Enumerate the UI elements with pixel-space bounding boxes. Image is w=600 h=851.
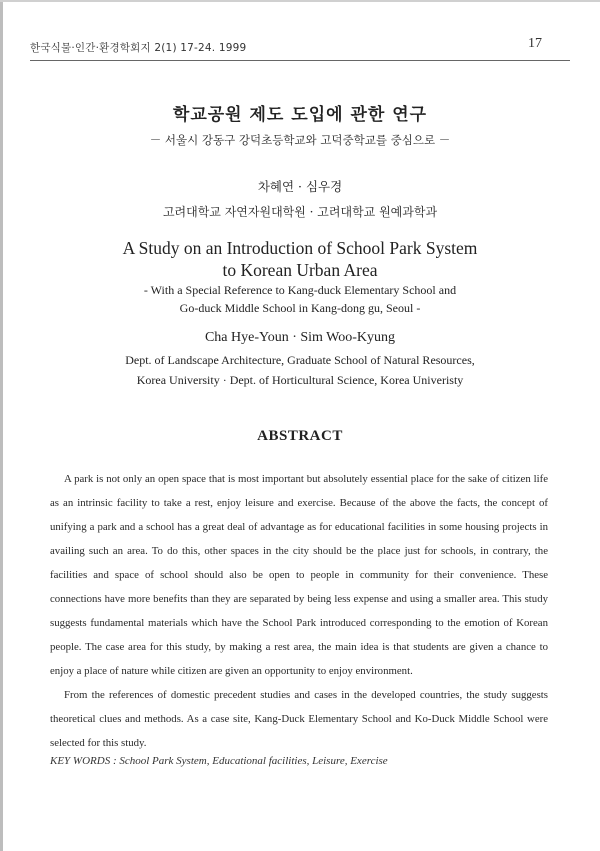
english-title [0, 237, 600, 281]
scan-edge-top [0, 0, 600, 2]
english-subtitle [0, 281, 600, 317]
abstract-paragraph-2: From the references of domestic precedent studies and cases in the developed countries, the study suggests theoretical clues and methods. As a case site, Kang-Duck Elementary School and Ko-Duck Middle School were selected for this study. [50, 689, 548, 749]
korean-subtitle: － 서울시 강동구 강덕초등학교와 고덕중학교를 중심으로 － [149, 133, 451, 147]
english-affiliation-line1: Dept. of Landscape Architecture, Graduate School of Natural Resources, [125, 353, 475, 367]
running-head: 한국식물·인간·환경학회지 2(1) 17-24. 1999 [30, 42, 247, 54]
english-subtitle-line1: - With a Special Reference to Kang-duck Elementary School and [143, 283, 457, 297]
english-affiliation [0, 350, 600, 390]
english-affiliation-line2: Korea University · Dept. of Horticultural Science, Korea Univeristy [136, 373, 464, 387]
page-number: 17 [528, 36, 542, 51]
key-words: KEY WORDS : School Park System, Educational facilities, Leisure, Exercise [50, 755, 388, 767]
korean-title: 학교공원 제도 도입에 관한 연구 [172, 105, 428, 125]
korean-affiliation: 고려대학교 자연자원대학원 · 고려대학교 원예과학과 [162, 205, 438, 219]
korean-authors: 차혜연 · 심우경 [257, 179, 343, 194]
header-rule [30, 60, 570, 61]
english-authors: Cha Hye-Youn · Sim Woo-Kyung [204, 330, 396, 345]
abstract-heading: ABSTRACT [257, 428, 343, 444]
scan-edge-left [0, 0, 3, 851]
abstract-paragraph-1: A park is not only an open space that is most important but absolutely essential place for the sake of citizen life as an intrinsic facility to take a rest, enjoy leisure and exercise. Because of the above the facts, the concept of unifying a park and a school has a great deal of advantage as for educational facilities in some housing projects in availing such an area. To do this, other spaces in the city should be the place just for schools, in contrary, the facilities and space of school should also be open to people in community for their convenience. These connections have more benefits than they are separated by being less expense and using a smaller area. This study suggests fundamental materials which have the School Park introduced corresponding to the emotion of Korean people. The case area for this study, by making a rest area, the main idea is that students are given a chance to enjoy a place of nature while citizen are given an opportunity to enjoy environment. [50, 473, 548, 677]
english-title-line2: to Korean Urban Area [222, 260, 378, 280]
english-subtitle-line2: Go-duck Middle School in Kang-dong gu, Seoul - [179, 301, 421, 315]
english-title-line1: A Study on an Introduction of School Park System [122, 238, 478, 258]
abstract-body [50, 467, 548, 755]
